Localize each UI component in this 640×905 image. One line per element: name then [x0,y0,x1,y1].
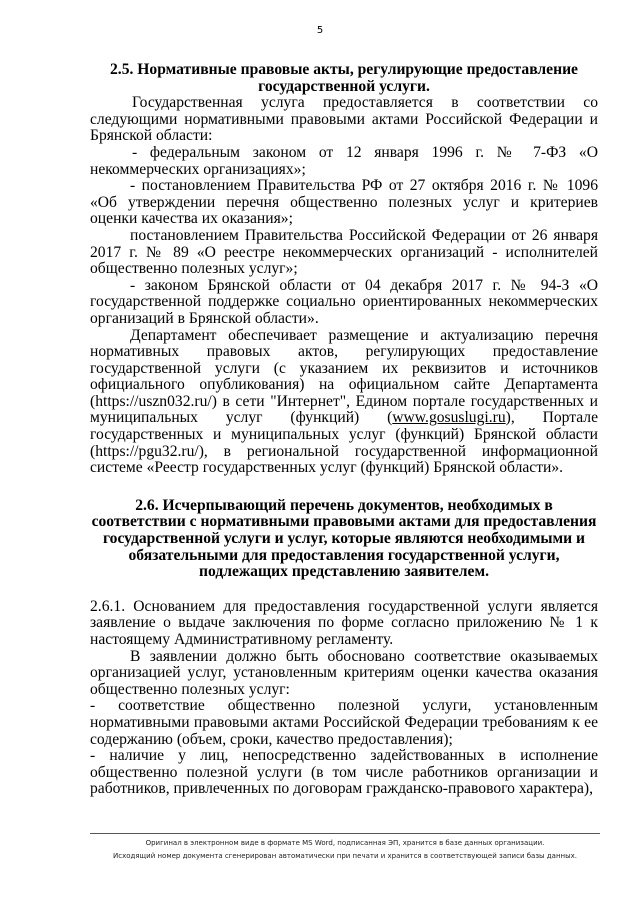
page-number: 5 [316,25,324,36]
legal-act-item: - федеральным законом от 12 января 1996 г. № 7-ФЗ «О некоммерческих организациях»; [90,143,598,178]
section-2-6-1-paragraph: 2.6.1. Основанием для предоставления государственной услуги является заявление о выдаче заключения по форме согласно приложению № 1 к настоящему Административному регламенту. [90,597,598,648]
criteria-item: - соответствие общественно полезной услуги, установленным нормативными правовыми актами Российской Федерации требованиям к ее содержанию (объем, сроки, качество предоставления); [90,697,598,748]
legal-act-item: - постановлением Правительства РФ от 27 октября 2016 г. № 1096 «Об утверждении перечня общественно полезных услуг и критериев оценки качества их оказания»; [90,177,598,228]
application-requirements: В заявлении должно быть обосновано соответствие оказываемых организацией услуг, установленным критериям оценки качества оказания общественно полезных услуг: [90,647,598,698]
criteria-item: - наличие у лиц, непосредственно задействованных в исполнение общественно полезной услуги (в том числе работников организации и работников, привлеченных по договорам гражданско-правового характера), [90,747,598,798]
document-body [90,62,598,798]
publication-paragraph [90,328,598,477]
gosuslugi-link[interactable]: www.gosuslugi.ru [392,409,506,427]
publication-text-a: Департамент обеспечивает размещение и актуализацию перечня нормативных правовых актов, регулирующих предоставление государственной услуги (с указанием их реквизитов и источников официального опубликования) на официальном сайте Департамента (https://uszn032.ru/) в сети "Интернет", Едином портале государственных и муниципальных услуг (функций) ( [90,326,598,427]
legal-act-item: - законом Брянской области от 04 декабря 2017 г. № 94-З «О государственной поддержке социально ориентированных некоммерческих организаций в Брянской области». [90,276,598,327]
footer-line-number: Исходящий номер документа сгенерирован автоматически при печати и хранится в соответствующей записи базы данных. [113,852,577,860]
section-2-5-heading: 2.5. Нормативные правовые акты, регулирующие предоставление государственной услуги. [110,61,578,95]
page-footer [90,833,600,863]
publication-text-b: ), Портале государственных и муниципальных услуг (функций) Брянской области (https://pgu32.ru/), в региональной государственной информационной системе «Реестр государственных услуг (функций) Брянской области». [90,409,598,477]
legal-act-item: постановлением Правительства Российской Федерации от 26 января 2017 г. № 89 «О реестре некоммерческих организаций - исполнителей общественно полезных услуг»; [90,226,598,278]
section-2-6-heading: 2.6. Исчерпывающий перечень документов, необходимых в соответствии с нормативными правовыми актами для предоставления государственной услуги и услуг, которые являются необходимыми и обязательными для предоставления государственной услуги, подлежащих представлению заявителем. [91,496,597,581]
footer-line-original: Оригинал в электронном виде в формате MS Word, подписанная ЭП, хранится в базе данных организации. [145,839,545,847]
section-2-5-intro: Государственная услуга предоставляется в соответствии со следующими нормативными правовыми актами Российской Федерации и Брянской области: [90,94,598,145]
